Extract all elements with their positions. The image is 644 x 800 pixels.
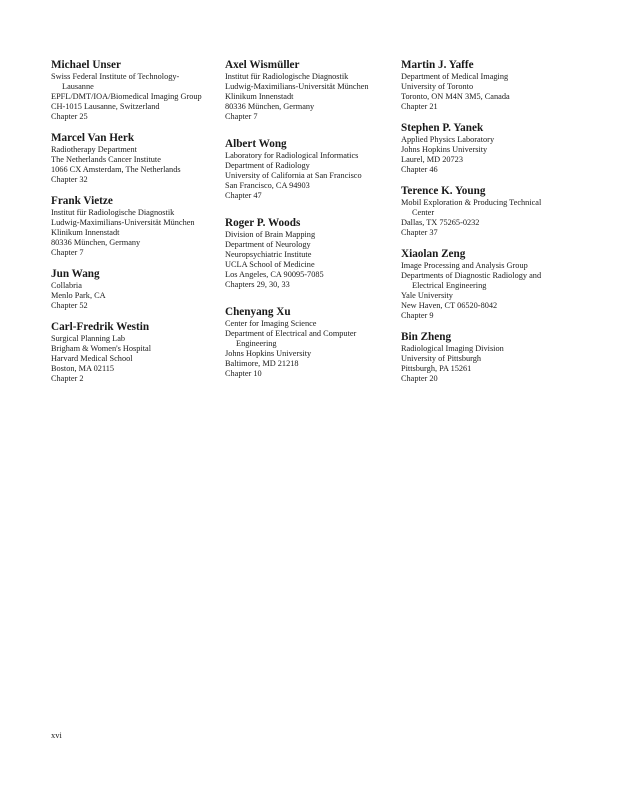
affiliation-line: Laurel, MD 20723 (401, 155, 463, 164)
contributor-name: Martin J. Yaffe (401, 59, 474, 71)
contributor-name: Marcel Van Herk (51, 132, 135, 144)
contributor-name: Michael Unser (51, 59, 121, 71)
chapter-reference: Chapter 46 (401, 165, 438, 174)
affiliation-line: Engineering (236, 339, 277, 348)
contributor-name: Xiaolan Zeng (401, 248, 466, 260)
affiliation-line: 1066 CX Amsterdam, The Netherlands (51, 165, 181, 174)
affiliation-line: Radiotherapy Department (51, 145, 137, 154)
affiliation-line: Department of Neurology (225, 240, 311, 249)
contributor-entry (51, 194, 219, 258)
contributor-entry (401, 330, 569, 384)
affiliation-line: Institut für Radiologische Diagnostik (51, 208, 175, 217)
contributor-name: Carl-Fredrik Westin (51, 321, 150, 333)
chapter-reference: Chapter 25 (51, 112, 88, 121)
contributor-entry (225, 137, 393, 201)
affiliation-line: Mobil Exploration & Producing Technical (401, 198, 542, 207)
affiliation-line: University of Toronto (401, 82, 474, 91)
contributor-entry (225, 305, 393, 379)
chapter-reference: Chapter 7 (225, 112, 258, 121)
contributor-name: Roger P. Woods (225, 217, 301, 229)
contributor-entry (51, 267, 219, 311)
affiliation-line: Department of Medical Imaging (401, 72, 509, 81)
affiliation-line: Department of Radiology (225, 161, 310, 170)
affiliation-line: Neuropsychiatric Institute (225, 250, 312, 259)
contributor-entry (401, 247, 569, 321)
chapter-reference: Chapter 9 (401, 311, 434, 320)
contributor-name: Jun Wang (51, 268, 100, 280)
affiliation-line: Applied Physics Laboratory (401, 135, 495, 144)
affiliation-line: Electrical Engineering (412, 281, 487, 290)
affiliation-line: Center for Imaging Science (225, 319, 317, 328)
column-3 (401, 58, 569, 393)
affiliation-line: Johns Hopkins University (401, 145, 488, 154)
affiliation-line: Department of Electrical and Computer (225, 329, 357, 338)
affiliation-line: Brigham & Women's Hospital (51, 344, 151, 353)
affiliation-line: Boston, MA 02115 (51, 364, 115, 373)
affiliation-line: Surgical Planning Lab (51, 334, 126, 343)
affiliation-line: Menlo Park, CA (51, 291, 106, 300)
affiliation-line: University of California at San Francisco (225, 171, 362, 180)
affiliation-line: Klinikum Innenstadt (225, 92, 294, 101)
affiliation-line: EPFL/DMT/IOA/Biomedical Imaging Group (51, 92, 202, 101)
affiliation-line: Ludwig-Maximilians-Universität München (225, 82, 369, 91)
affiliation-line: Johns Hopkins University (225, 349, 312, 358)
contributor-entry (401, 121, 569, 175)
affiliation-line: Swiss Federal Institute of Technology- (51, 72, 180, 81)
affiliation-line: Harvard Medical School (51, 354, 133, 363)
contributor-name: Terence K. Young (401, 185, 486, 197)
affiliation-line: University of Pittsburgh (401, 354, 482, 363)
chapter-reference: Chapter 10 (225, 369, 262, 378)
affiliation-line: Baltimore, MD 21218 (225, 359, 299, 368)
contributor-name: Stephen P. Yanek (401, 122, 484, 134)
affiliation-line: The Netherlands Cancer Institute (51, 155, 161, 164)
affiliation-line: Lausanne (62, 82, 94, 91)
column-1 (51, 58, 219, 393)
contributor-name: Chenyang Xu (225, 306, 291, 318)
affiliation-line: Ludwig-Maximilians-Universität München (51, 218, 195, 227)
contributor-entry (401, 184, 569, 238)
chapter-reference: Chapter 32 (51, 175, 88, 184)
contributor-name: Frank Vietze (51, 195, 113, 207)
affiliation-line: Yale University (401, 291, 453, 300)
contributor-entry (225, 216, 393, 290)
contributor-entry (51, 320, 219, 384)
chapter-reference: Chapter 52 (51, 301, 88, 310)
affiliation-line: Radiological Imaging Division (401, 344, 504, 353)
chapter-reference: Chapter 7 (51, 248, 84, 257)
affiliation-line: UCLA School of Medicine (225, 260, 315, 269)
affiliation-line: CH-1015 Lausanne, Switzerland (51, 102, 160, 111)
contributor-name: Albert Wong (225, 138, 287, 150)
affiliation-line: Pittsburgh, PA 15261 (401, 364, 472, 373)
chapter-reference: Chapter 20 (401, 374, 438, 383)
chapter-reference: Chapter 21 (401, 102, 438, 111)
affiliation-line: 80336 München, Germany (51, 238, 141, 247)
affiliation-line: Institut für Radiologische Diagnostik (225, 72, 349, 81)
affiliation-line: Center (412, 208, 435, 217)
column-2 (225, 58, 393, 388)
contributor-entry (401, 58, 569, 112)
affiliation-line: New Haven, CT 06520-8042 (401, 301, 498, 310)
contributor-name: Bin Zheng (401, 331, 452, 343)
chapter-reference: Chapter 2 (51, 374, 84, 383)
contributor-name: Axel Wismüller (225, 59, 300, 71)
affiliation-line: Los Angeles, CA 90095-7085 (225, 270, 324, 279)
affiliation-line: Collabria (51, 281, 82, 290)
chapter-reference: Chapters 29, 30, 33 (225, 280, 290, 289)
chapter-reference: Chapter 37 (401, 228, 438, 237)
affiliation-line: San Francisco, CA 94903 (225, 181, 310, 190)
affiliation-line: Laboratory for Radiological Informatics (225, 151, 359, 160)
affiliation-line: 80336 München, Germany (225, 102, 315, 111)
contributor-entry (51, 131, 219, 185)
page-number: xvi (51, 730, 62, 740)
chapter-reference: Chapter 47 (225, 191, 262, 200)
contributor-entry (51, 58, 219, 122)
affiliation-line: Departments of Diagnostic Radiology and (401, 271, 542, 280)
affiliation-line: Klinikum Innenstadt (51, 228, 120, 237)
affiliation-line: Division of Brain Mapping (225, 230, 316, 239)
contributor-entry (225, 58, 393, 122)
affiliation-line: Image Processing and Analysis Group (401, 261, 528, 270)
affiliation-line: Toronto, ON M4N 3M5, Canada (401, 92, 510, 101)
affiliation-line: Dallas, TX 75265-0232 (401, 218, 480, 227)
